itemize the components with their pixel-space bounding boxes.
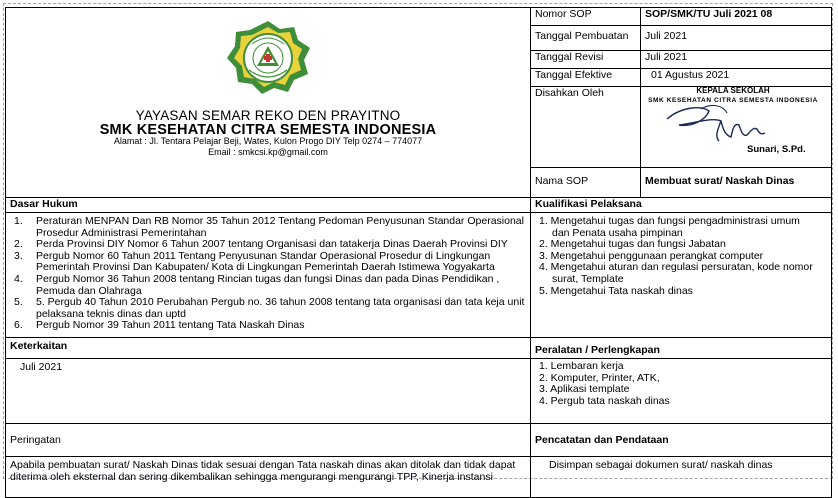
list-item: 1. Lembaran kerja (539, 360, 624, 372)
approval-cell (641, 87, 832, 168)
section-title: Kualifikasi Pelaksana (531, 198, 832, 213)
section-title: Pencatatan dan Pendataan (531, 424, 832, 457)
section-title: Peralatan / Perlengkapan (531, 338, 832, 359)
legal-basis-list (6, 213, 531, 338)
list-item: 2. Komputer, Printer, ATK, (539, 371, 660, 384)
list-item: 1. Peraturan MENPAN Dan RB Nomor 35 Tahun 2012 Tentang Pedoman Penyusunan Standar Operasional Prosedur Administrasi Pemerintahan (14, 215, 524, 239)
meta-label: Tanggal Pembuatan (531, 26, 641, 51)
approval-title: KEPALA SEKOLAH (696, 86, 770, 95)
section-title: Dasar Hukum (6, 198, 531, 213)
meta-label: Tanggal Revisi (531, 51, 641, 69)
meta-label: Nama SOP (531, 168, 641, 198)
warning-text: Apabila pembuatan surat/ Naskah Dinas tidak sesuai dengan Tata naskah dinas akan ditolak dan tidak dapat diterima oleh eksternal dan sering dikembalikan sehingga mengurangi mengurangi TPP, Kinerja instansi (6, 457, 531, 498)
list-item: surat, Template (552, 272, 624, 285)
list-item: 3. Mengetahui penggunaan perangkat computer (539, 249, 764, 262)
list-item: 3. Pergub Nomor 60 Tahun 2011 Tentang Penyusunan Standar Operasional Prosedur di Lingkungan Pemerintah Provinsi Dan Kabupaten/ Kota di Lingkungan Pemerintah Daerah Istimewa Yogyakarta (14, 249, 495, 274)
list-item: 2. Mengetahui tugas dan fungsi Jabatan (539, 238, 726, 251)
list-item: 6. Pergub Nomor 39 Tahun 2011 tentang Tata Naskah Dinas (14, 319, 305, 332)
section-title: Keterkaitan (6, 338, 531, 359)
list-item: 4. Pergub Nomor 36 Tahun 2008 tentang Rincian tugas dan fungsi Dinas dan pada Dinas Pendidikan , Pemuda dan Olahraga (14, 272, 500, 297)
foundation-name: YAYASAN SEMAR REKO DEN PRAYITNO (135, 108, 401, 123)
recording-text: Disimpan sebagai dokumen surat/ naskah dinas (531, 457, 832, 498)
school-email: Email : smkcsi.kp@gmail.com (208, 147, 328, 157)
sop-name: Membuat surat/ Naskah Dinas (641, 168, 832, 198)
approval-school: SMK KESEHATAN CITRA SEMESTA INDONESIA (648, 97, 818, 104)
signature-icon (661, 97, 771, 147)
qualification-list (531, 213, 832, 338)
list-item: 5. 5. Pergub 40 Tahun 2010 Perubahan Pergub no. 36 tahun 2008 tentang tata organisasi dan tata keja unit pelaksana teknis dinas dan uptd (14, 296, 525, 320)
list-item: 2. Perda Provinsi DIY Nomor 6 Tahun 2007 tentang Organisasi dan tatakerja Dinas Daerah Provinsi DIY (14, 238, 508, 251)
creation-date: Juli 2021 (641, 26, 832, 51)
list-item: 5. Mengetahui Tata naskah dinas (539, 284, 693, 297)
school-header (6, 8, 531, 198)
related-value: Juli 2021 (6, 359, 531, 424)
sop-table (5, 7, 832, 498)
meta-label: Nomor SOP (531, 8, 641, 26)
school-address: Alamat : Jl. Tentara Pelajar Beji, Wates, Kulon Progo DIY Telp 0274 – 774077 (113, 136, 423, 146)
sop-number: SOP/SMK/TU Juli 2021 08 (641, 8, 832, 26)
meta-label: Tanggal Efektive (531, 69, 641, 87)
equipment-list (531, 359, 832, 424)
list-item: 3. Aplikasi template (539, 383, 630, 396)
approver-name: Sunari, S.Pd. (747, 144, 806, 155)
list-item: 4. Pergub tata naskah dinas (539, 394, 670, 407)
school-logo-icon (222, 18, 314, 96)
effective-date: 01 Agustus 2021 (641, 69, 832, 87)
section-title: Peringatan (6, 424, 531, 457)
revision-date: Juli 2021 (641, 51, 832, 69)
list-item: dan Penata usaha pimpinan (552, 226, 683, 239)
list-item: 4. Mengetahui aturan dan regulasi persuratan, kode nomor (539, 261, 813, 274)
list-item: 1. Mengetahui tugas dan fungsi pengadministrasi umum (539, 215, 800, 227)
school-name: SMK KESEHATAN CITRA SEMESTA INDONESIA (99, 122, 437, 138)
meta-label: Disahkan Oleh (531, 87, 641, 168)
